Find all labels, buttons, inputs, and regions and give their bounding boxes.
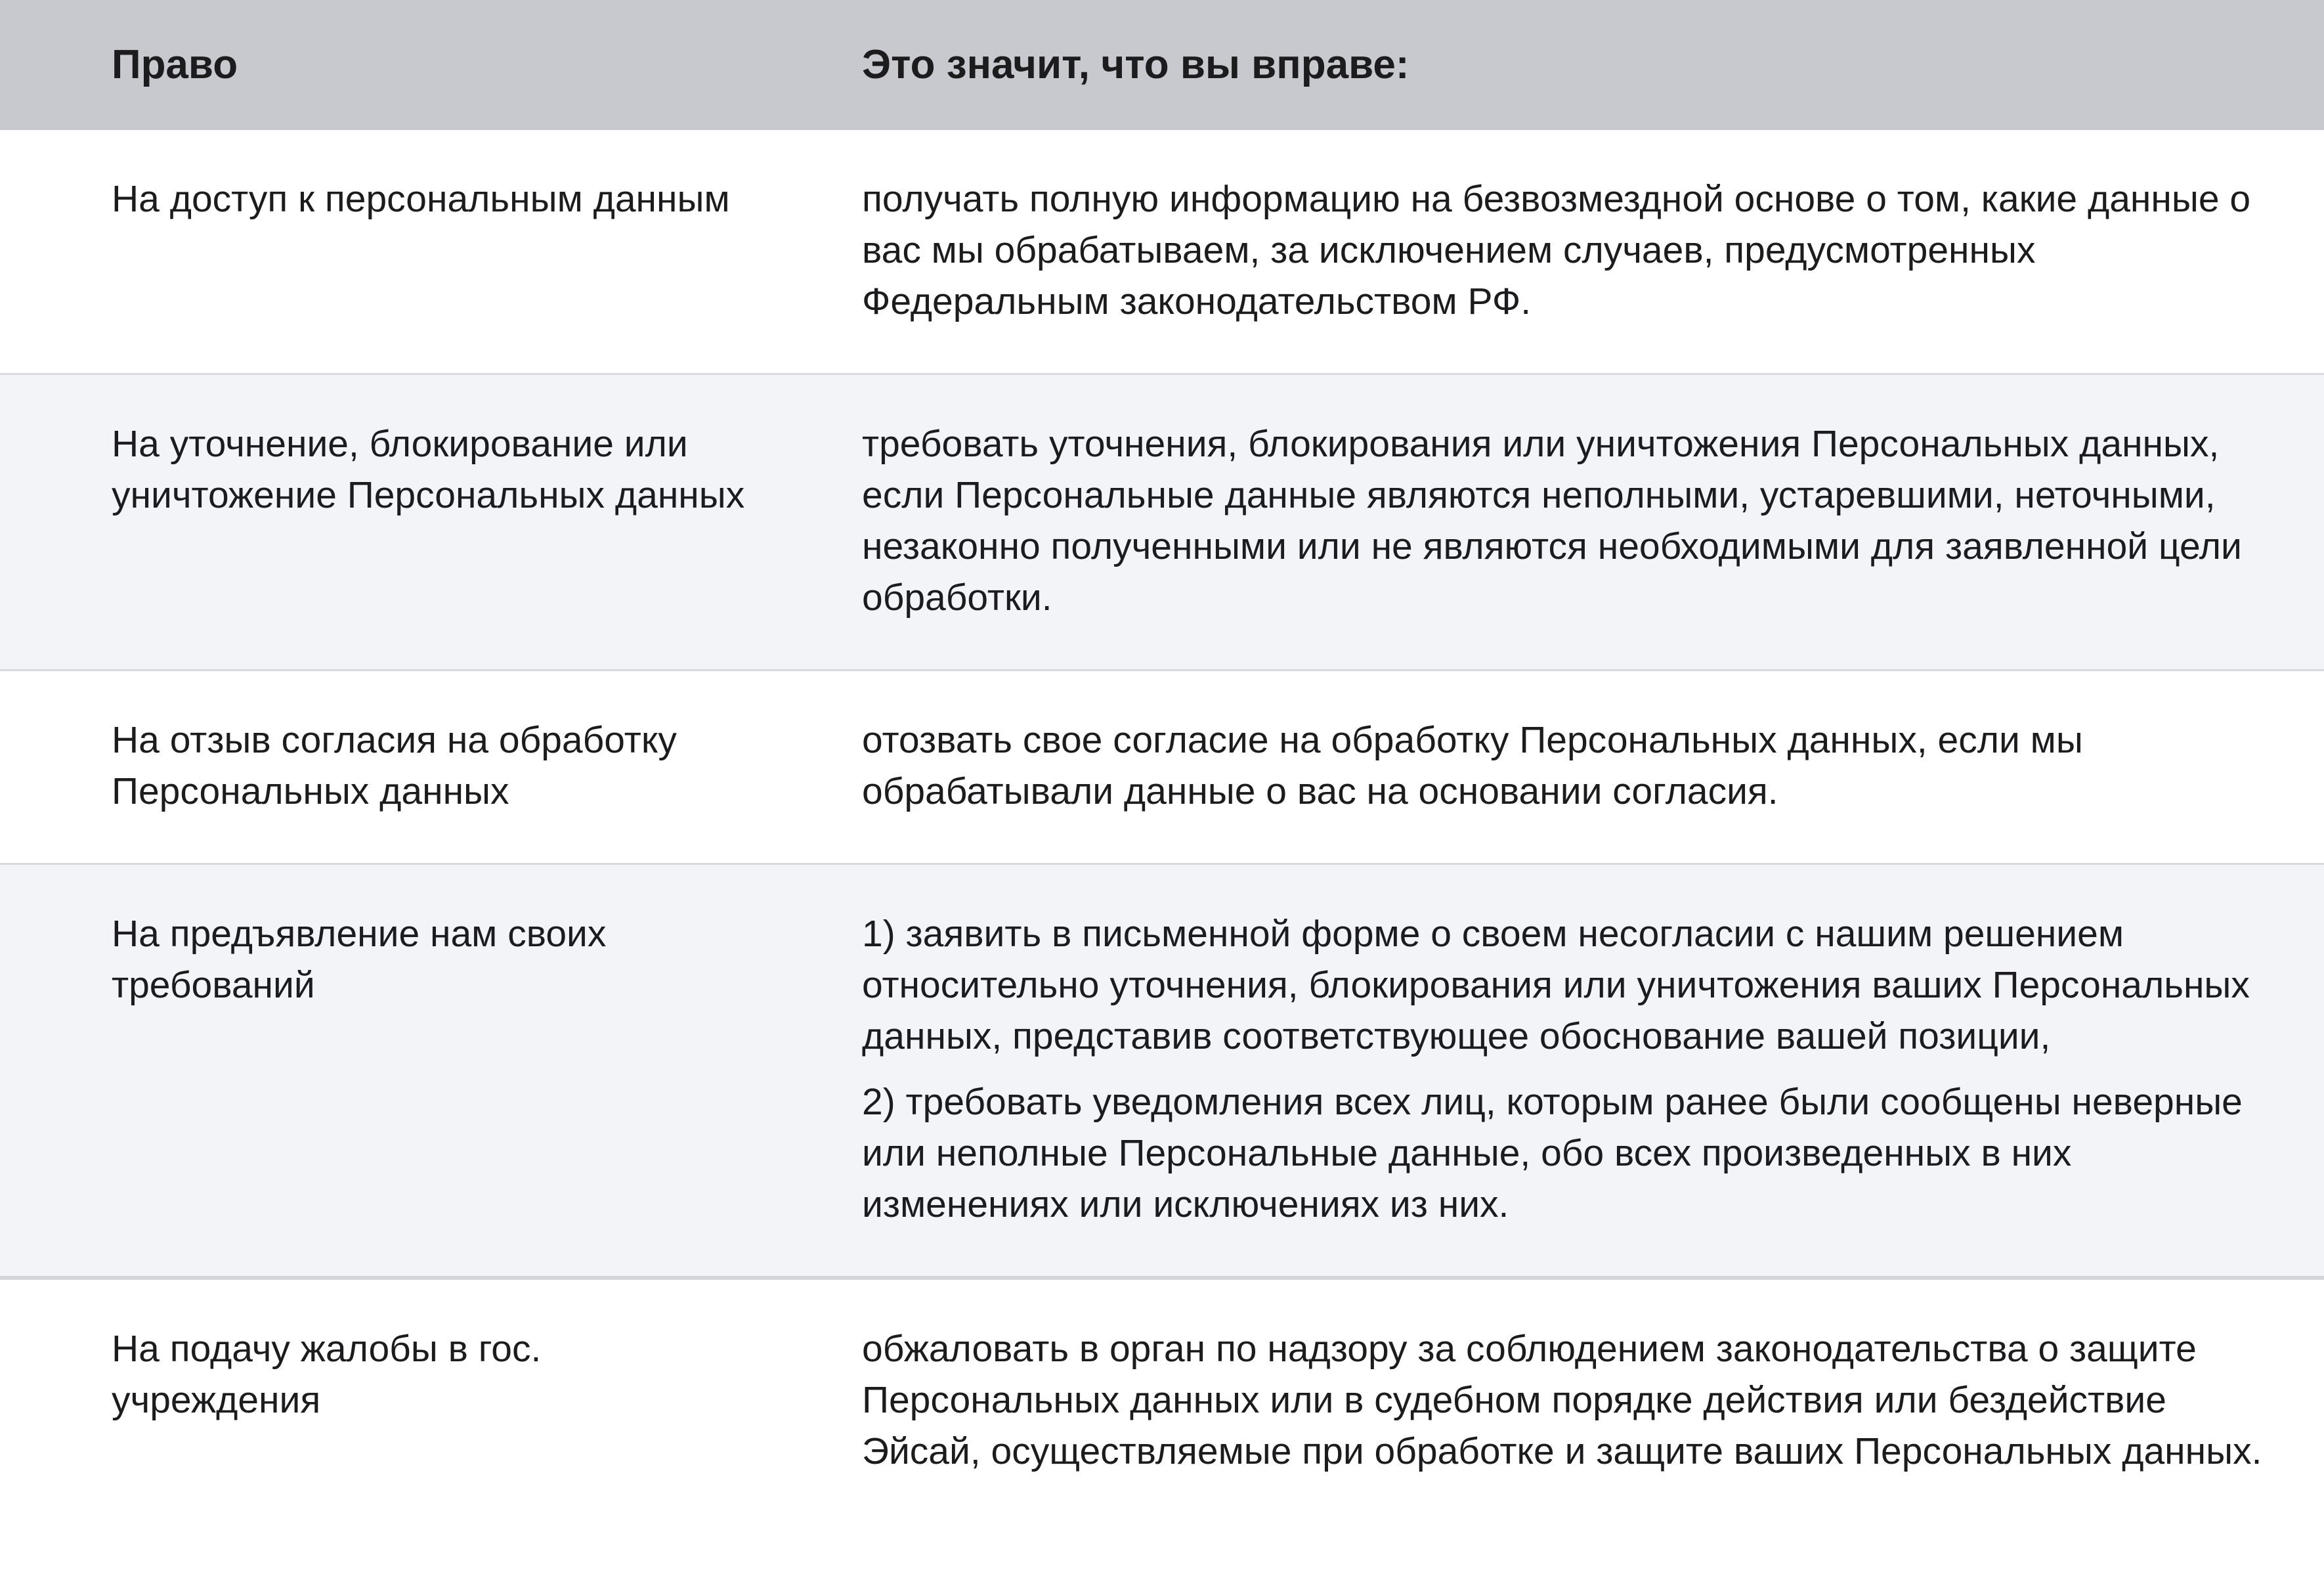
table-row xyxy=(0,670,2324,864)
right-meaning xyxy=(750,130,2324,374)
right-name: На отзыв согласия на обработку Персональных данных xyxy=(112,719,677,812)
meaning-paragraph: обжаловать в орган по надзору за соблюдением законодательства о защите Персональных данных или в судебном порядке действия или бездействие Эйсай, осуществляемые при обработке и защите ваших Персональных данных. xyxy=(862,1328,2262,1472)
table-row xyxy=(0,374,2324,670)
right-name: На подачу жалобы в гос. учреждения xyxy=(112,1328,542,1421)
right-name: На предъявление нам своих требований xyxy=(112,913,607,1006)
table-row xyxy=(0,130,2324,374)
table-row xyxy=(0,1278,2324,1523)
right-name: На уточнение, блокирование или уничтожение Персональных данных xyxy=(112,423,745,516)
header-right: Право xyxy=(112,42,238,87)
meaning-paragraph: требовать уточнения, блокирования или уничтожения Персональных данных, если Персональные данные являются неполными, устаревшими, неточными, незаконно полученными или не являются необходимыми для заявленной цели обработки. xyxy=(862,423,2242,619)
table-header-row xyxy=(0,0,2324,130)
right-meaning xyxy=(750,1278,2324,1523)
right-meaning xyxy=(750,670,2324,864)
meaning-paragraph: отозвать свое согласие на обработку Персональных данных, если мы обрабатывали данные о вас на основании согласия. xyxy=(862,719,2083,812)
meaning-paragraph: 1) заявить в письменной форме о своем несогласии с нашим решением относительно уточнения, блокирования или уничтожения ваших Персональных данных, представив соответствующее обоснование вашей позиции, xyxy=(862,913,2250,1057)
meaning-paragraph: 2) требовать уведомления всех лиц, которым ранее были сообщены неверные или неполные Персональные данные, обо всех произведенных в них изменениях или исключениях из них. xyxy=(862,1081,2243,1225)
right-name: На доступ к персональным данным xyxy=(112,178,730,220)
meaning-paragraph: получать полную информацию на безвозмездной основе о том, какие данные о вас мы обрабатываем, за исключением случаев, предусмотренных Федеральным законодательством РФ. xyxy=(862,178,2251,322)
header-meaning: Это значит, что вы вправе: xyxy=(862,42,1409,87)
right-meaning xyxy=(750,864,2324,1279)
right-meaning xyxy=(750,374,2324,670)
table-row xyxy=(0,864,2324,1279)
